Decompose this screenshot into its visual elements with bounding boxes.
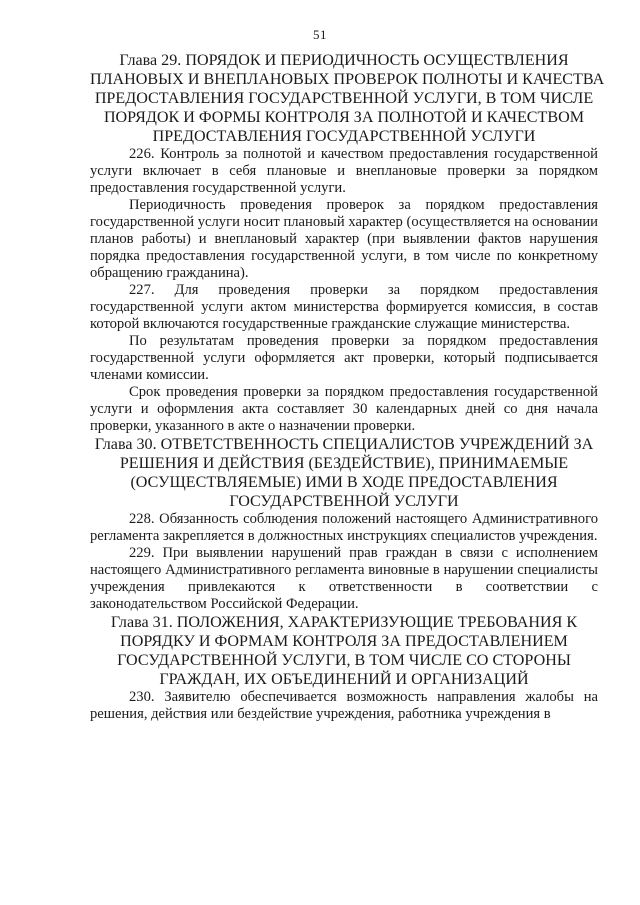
paragraph-230: 230. Заявителю обеспечивается возможность направления жалобы на решения, действия или бездействие учреждения, работника учреждения в <box>90 689 598 722</box>
page-content <box>90 51 605 723</box>
paragraph-226: 226. Контроль за полнотой и качеством предоставления государственной услуги включает в себя плановые и внеплановые проверки за порядком предоставления государственной услуги. <box>90 146 598 196</box>
paragraph-227: 227. Для проведения проверки за порядком предоставления государственной услуги актом министерства формируется комиссия, в состав которой включаются государственные гражданские служащие министерства. <box>90 282 598 332</box>
paragraph-228: 228. Обязанность соблюдения положений настоящего Административного регламента закрепляется в должностных инструкциях специалистов учреждения. <box>90 511 598 544</box>
chapter-31-heading <box>90 613 598 689</box>
chapter-30-heading <box>90 435 598 511</box>
heading-line: ГОСУДАРСТВЕННОЙ УСЛУГИ, В ТОМ ЧИСЛЕ СО СТОРОНЫ <box>117 652 571 669</box>
chapter-29-heading <box>90 51 605 146</box>
heading-line: Глава 30. ОТВЕТСТВЕННОСТЬ СПЕЦИАЛИСТОВ УЧРЕЖДЕНИЙ ЗА <box>94 436 594 453</box>
paragraph-inspection-act: По результатам проведения проверки за порядком предоставления государственной услуги оформляется акт проверки, который подписывается членами комиссии. <box>90 333 598 383</box>
paragraph-229: 229. При выявлении нарушений прав граждан в связи с исполнением настоящего Административного регламента виновные в нарушении специалисты учреждения привлекаются к ответственности в соответствии с законодательством Российской Федерации. <box>90 545 598 612</box>
heading-line: ГРАЖДАН, ИХ ОБЪЕДИНЕНИЙ И ОРГАНИЗАЦИЙ <box>159 671 529 688</box>
heading-line: ПОРЯДОК И ФОРМЫ КОНТРОЛЯ ЗА ПОЛНОТОЙ И КАЧЕСТВОМ <box>103 109 585 126</box>
heading-line: ПОРЯДКУ И ФОРМАМ КОНТРОЛЯ ЗА ПРЕДОСТАВЛЕНИЕМ <box>120 633 568 650</box>
heading-line: ПЛАНОВЫХ И ВНЕПЛАНОВЫХ ПРОВЕРОК ПОЛНОТЫ И КАЧЕСТВА <box>90 71 605 88</box>
heading-line: ГОСУДАРСТВЕННОЙ УСЛУГИ <box>229 493 459 510</box>
heading-line: ПРЕДОСТАВЛЕНИЯ ГОСУДАРСТВЕННОЙ УСЛУГИ <box>152 128 536 145</box>
paragraph-inspection-term: Срок проведения проверки за порядком предоставления государственной услуги и оформления акта составляет 30 календарных дней со дня начала проверки, указанного в акте о назначении проверки. <box>90 384 598 434</box>
paragraph-periodicity: Периодичность проведения проверок за порядком предоставления государственной услуги носит плановый характер (осуществляется на основании планов работы) и внеплановый характер (при выявлении фактов нарушения порядка предоставления государственной услуги, в том числе по конкретному обращению гражданина). <box>90 197 598 281</box>
heading-line: ПРЕДОСТАВЛЕНИЯ ГОСУДАРСТВЕННОЙ УСЛУГИ, В ТОМ ЧИСЛЕ <box>94 90 594 107</box>
heading-line: (ОСУЩЕСТВЛЯЕМЫЕ) ИМИ В ХОДЕ ПРЕДОСТАВЛЕНИЯ <box>130 474 558 491</box>
heading-line: Глава 29. ПОРЯДОК И ПЕРИОДИЧНОСТЬ ОСУЩЕСТВЛЕНИЯ <box>119 52 569 69</box>
page-number: 51 <box>313 27 327 42</box>
heading-line: РЕШЕНИЯ И ДЕЙСТВИЯ (БЕЗДЕЙСТВИЕ), ПРИНИМАЕМЫЕ <box>119 455 569 472</box>
heading-line: Глава 31. ПОЛОЖЕНИЯ, ХАРАКТЕРИЗУЮЩИЕ ТРЕБОВАНИЯ К <box>110 614 578 631</box>
